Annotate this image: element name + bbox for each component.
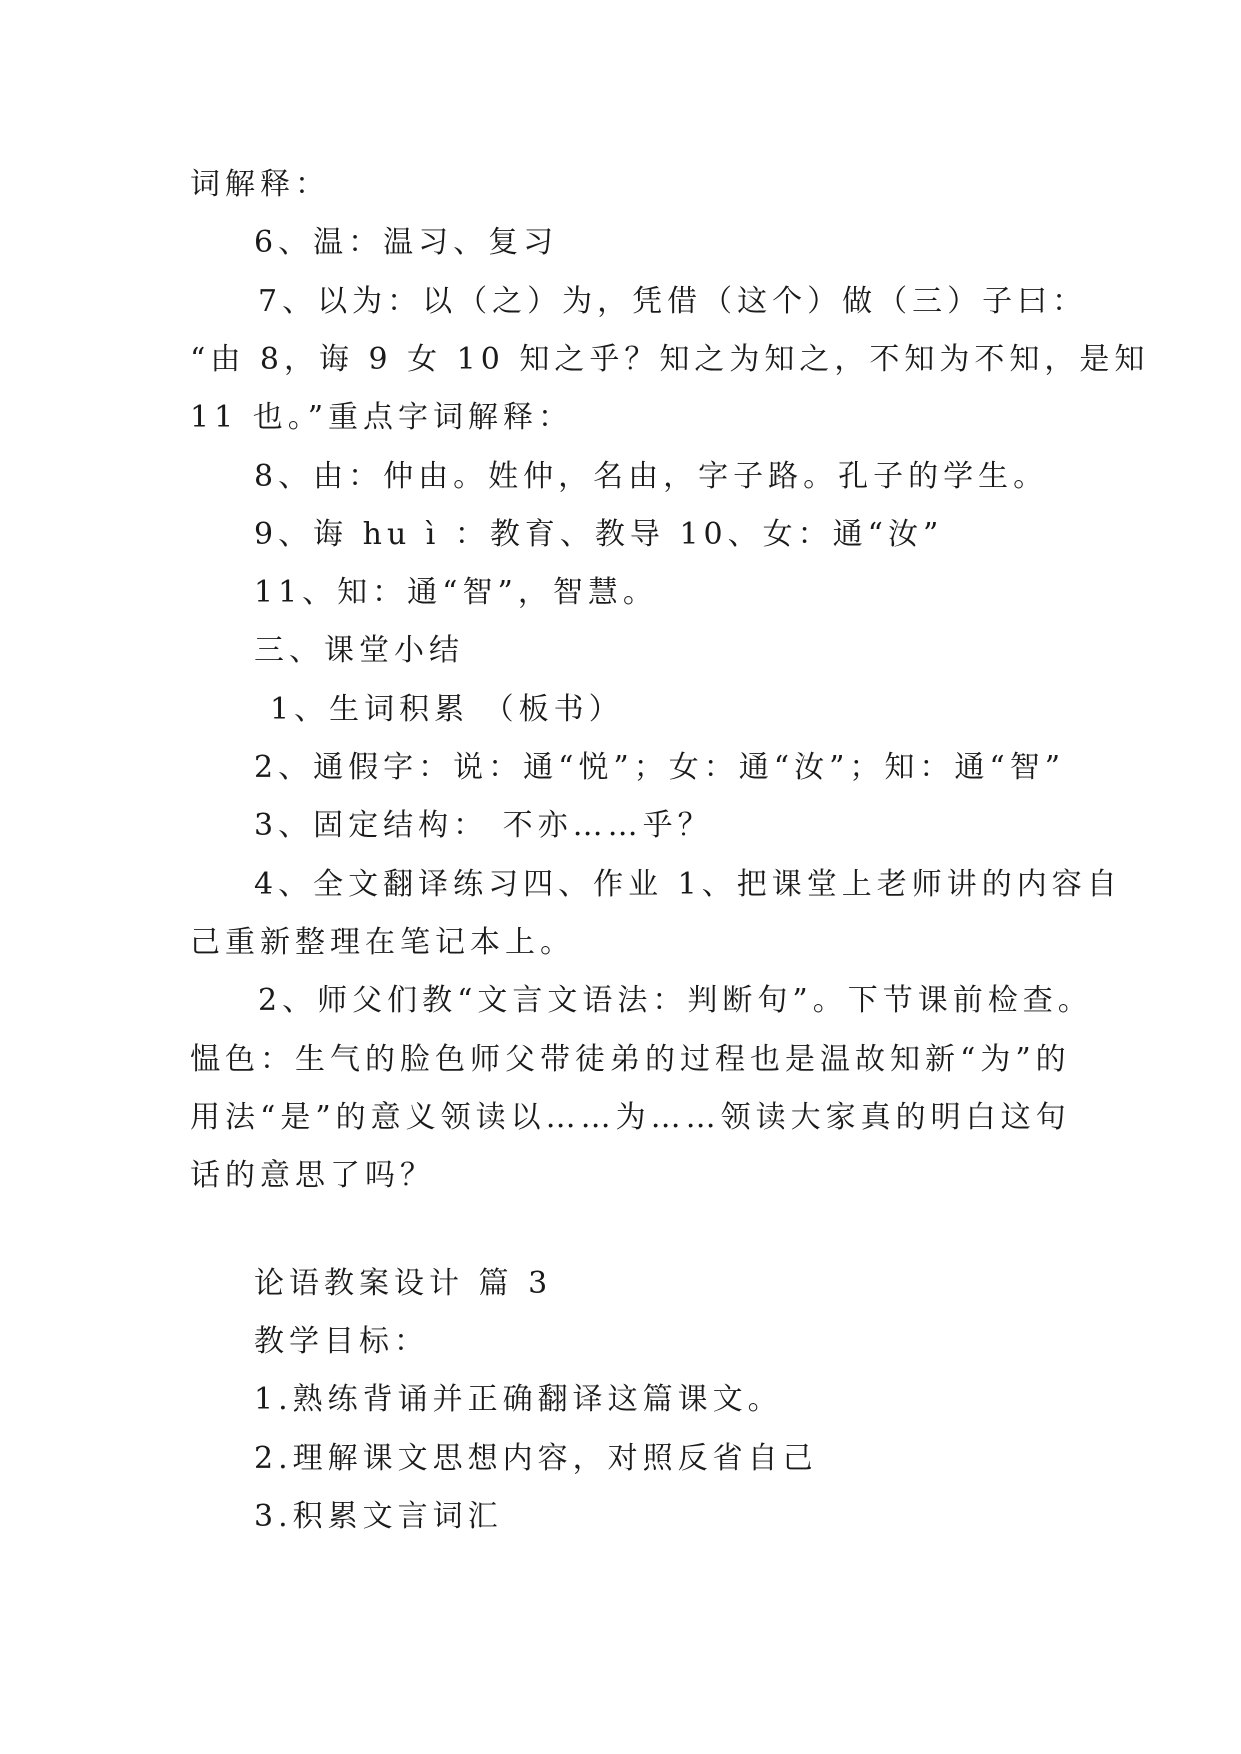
text-line-9: 三、课堂小结 <box>254 633 464 668</box>
text-line-10: 1、生词积累 （板书） <box>270 692 624 727</box>
text-line-5: 11 也。”重点字词解释： <box>190 400 574 435</box>
text-line-13: 4、全文翻译练习四、作业 1、把课堂上老师讲的内容自 <box>254 867 1122 902</box>
text-line-4: “由 8，诲 9 女 10 知之乎？知之为知之，不知为不知，是知 <box>190 342 1150 377</box>
text-line-15: 2、师父们教“文言文语法：判断句”。下节课前检查。 <box>258 983 1093 1018</box>
text-line-12: 3、固定结构： 不亦……乎？ <box>254 808 713 843</box>
text-line-8: 11、知：通“智”，智慧。 <box>254 575 658 610</box>
text-line-3: 7、以为：以（之）为，凭借（这个）做（三）子曰： <box>258 284 1088 319</box>
text-line-1: 词解释： <box>190 167 330 202</box>
text-line-6: 8、由：仲由。姓仲，名由，字子路。孔子的学生。 <box>254 459 1049 494</box>
text-line-18: 话的意思了吗？ <box>190 1158 435 1193</box>
text-line-11: 2、通假字：说：通“悦”；女：通“汝”；知：通“智” <box>254 750 1066 785</box>
text-line-22: 2.理解课文思想内容，对照反省自己 <box>254 1441 818 1476</box>
text-line-23: 3.积累文言词汇 <box>254 1499 503 1534</box>
text-line-16: 愠色：生气的脸色师父带徒弟的过程也是温故知新“为”的 <box>190 1042 1071 1077</box>
text-line-21: 1.熟练背诵并正确翻译这篇课文。 <box>254 1382 783 1417</box>
text-line-17: 用法“是”的意义领读以……为……领读大家真的明白这句 <box>190 1100 1071 1135</box>
text-line-20: 教学目标： <box>254 1324 429 1359</box>
text-line-7: 9、诲 hu ì ：教育、教导 10、女：通“汝” <box>254 517 944 552</box>
text-line-2: 6、温：温习、复习 <box>254 225 559 260</box>
text-line-14: 己重新整理在笔记本上。 <box>190 925 575 960</box>
section-heading: 论语教案设计 篇 3 <box>254 1266 553 1301</box>
